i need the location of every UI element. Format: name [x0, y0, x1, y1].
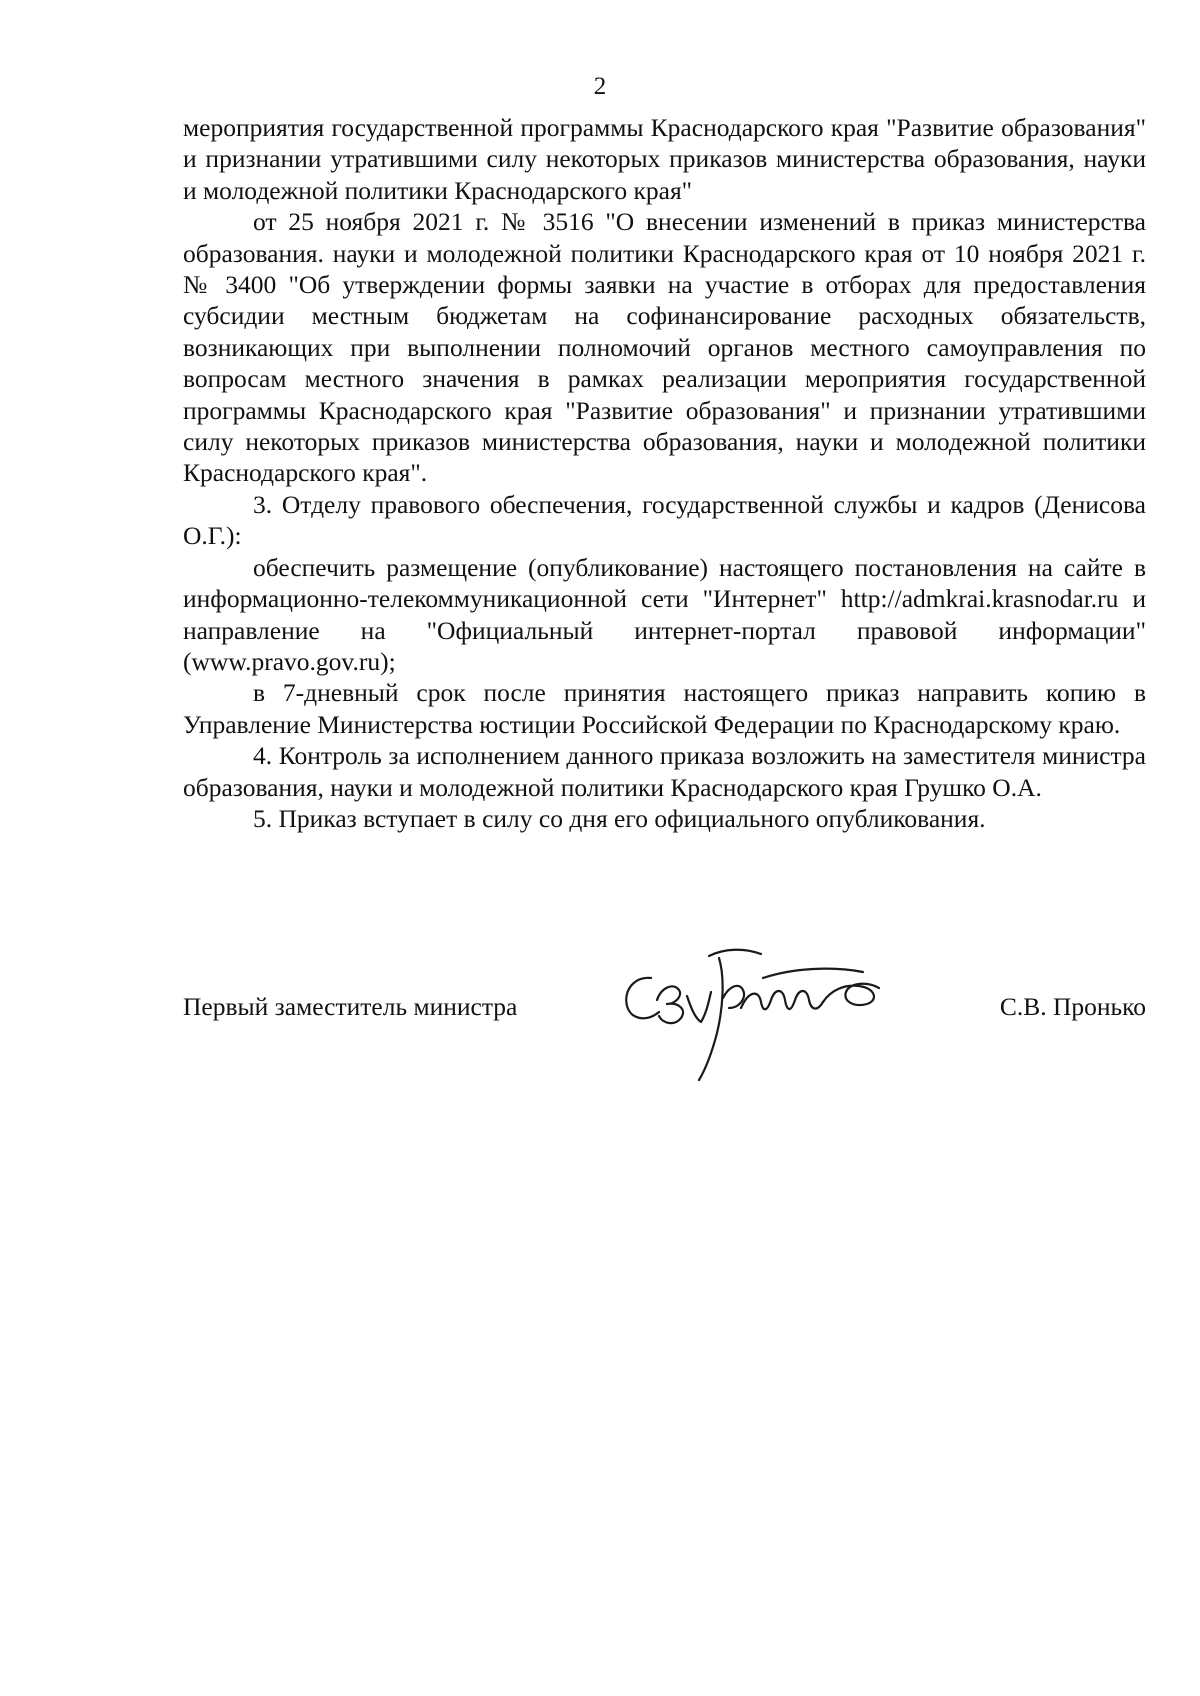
paragraph-item-5: 5. Приказ вступает в силу со дня его официального опубликования. [253, 803, 986, 833]
paragraph-order-reference: от 25 ноября 2021 г. № 3516 "О внесении изменений в приказ министерства образования. науки и молодежной политики Краснодарского края от 10 ноября 2021 г. № 3400 "Об утверждении формы заявки на участие в отборах для предоставления субсидии местным бюджетам на софинансирование расходных обязательств, возникающих при выполнении полномочий органов местного самоуправления по вопросам местного значения в рамках реализации мероприятия государственной программы Краснодарского края "Развитие образования" и признании утратившими силу некоторых приказов министерства образования, науки и молодежной политики Краснодарского края". [183, 207, 1146, 488]
paragraph-ministry-justice: в 7-дневный срок после принятия настоящего приказ направить копию в Управление Министерства юстиции Российской Федерации по Краснодарскому краю. [183, 678, 1146, 739]
paragraph-item-4: 4. Контроль за исполнением данного приказа возложить на заместителя министра образования, науки и молодежной политики Краснодарского края Грушко О.А. [183, 741, 1146, 802]
signature-block [183, 960, 1146, 1100]
page-number: 2 [593, 73, 607, 100]
document-body [183, 112, 1146, 834]
paragraph-publication: обеспечить размещение (опубликование) настоящего постановления на сайте в информационно-телекоммуникационной сети "Интернет" http://admkrai.krasnodar.ru и направление на "Официальный интернет-портал правовой информации" (www.pravo.gov.ru); [183, 552, 1146, 676]
paragraph-continuation: мероприятия государственной программы Краснодарского края "Развитие образования" и признании утратившими силу некоторых приказов министерства образования, науки и молодежной политики Краснодарского края" [183, 113, 1146, 205]
paragraph-item-3: 3. Отделу правового обеспечения, государственной службы и кадров (Денисова О.Г.): [183, 489, 1146, 551]
signer-name: С.В. Пронько [999, 992, 1146, 1021]
signer-title: Первый заместитель министра [183, 992, 518, 1021]
handwritten-signature [613, 938, 943, 1088]
